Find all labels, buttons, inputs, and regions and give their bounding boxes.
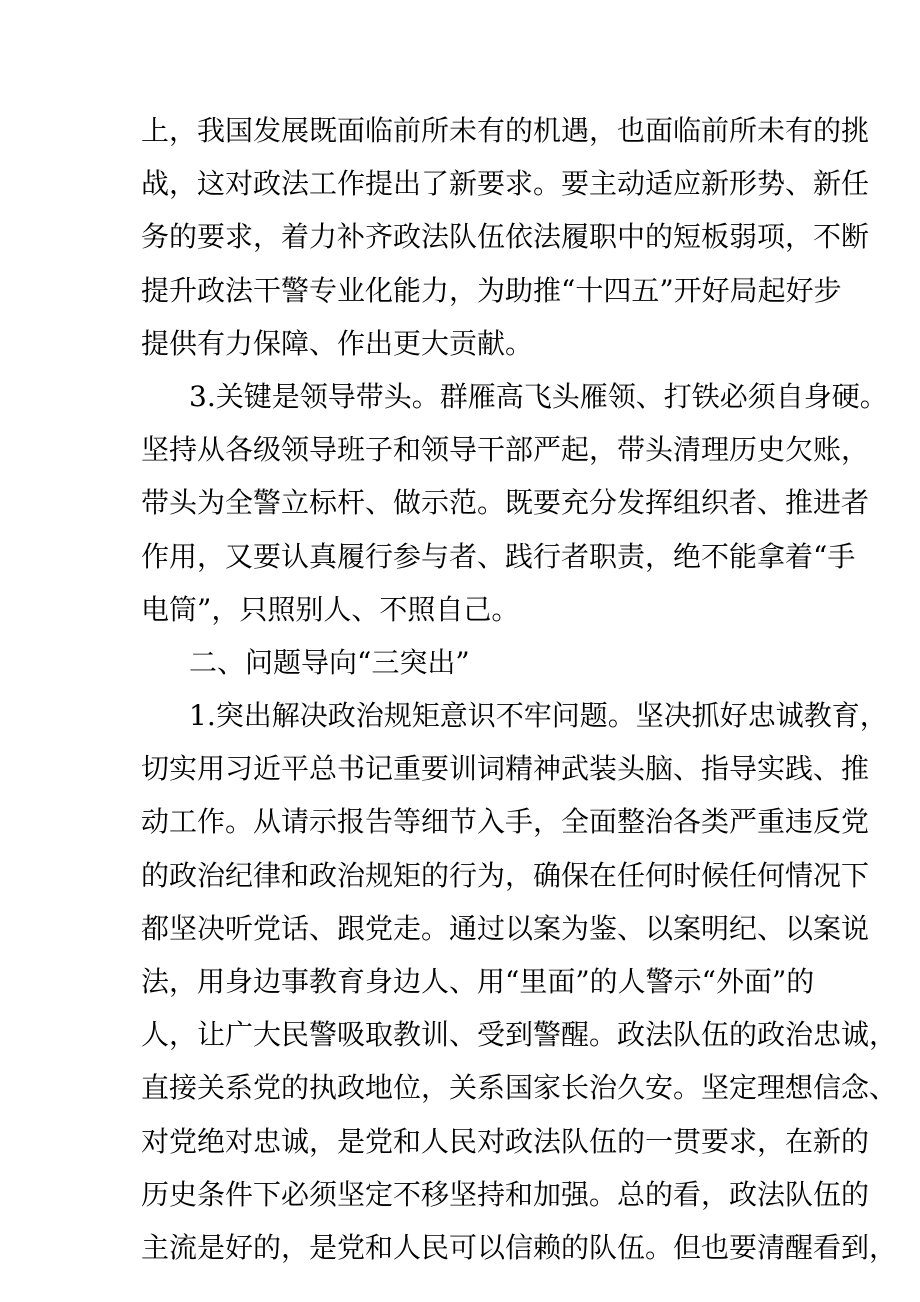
text-line: 电筒”，只照别人、不照自己。 [141,592,520,626]
text-line: 主流是好的，是党和人民可以信赖的队伍。但也要清醒看到， [141,1230,898,1264]
paragraph-leadership [141,370,888,636]
section-heading [141,636,801,689]
text-line: 3.关键是领导带头。群雁高飞头雁领、打铁必须自身硬。 [189,379,888,413]
text-line: 直接关系党的执政地位，关系国家长治久安。坚定理想信念、 [141,1071,898,1105]
text-line: 提供有力保障、作出更大贡献。 [141,326,534,360]
text-line: 对党绝对忠诚，是党和人民对政法队伍的一贯要求，在新的 [141,1124,870,1158]
text-line: 1.突出解决政治规矩意识不牢问题。坚决抓好忠诚教育， [189,699,888,733]
text-line: 动工作。从请示报告等细节入手，全面整治各类严重违反党 [141,805,870,839]
text-line: 坚持从各级领导班子和领导干部严起，带头清理历史欠账， [141,433,870,467]
text-line: 上，我国发展既面临前所未有的机遇，也面临前所未有的挑 [141,114,870,147]
text-line: 人，让广大民警吸取教训、受到警醒。政法队伍的政治忠诚， [141,1018,898,1052]
text-line: 务的要求，着力补齐政法队伍依法履职中的短板弱项，不断 [141,220,870,254]
text-line: 法，用身边事教育身边人、用“里面”的人警示“外面”的 [141,965,815,998]
document-body [141,104,898,1274]
text-line: 都坚决听党话、跟党走。通过以案为鉴、以案明纪、以案说 [141,911,870,945]
text-line: 历史条件下必须坚定不移坚持和加强。总的看，政法队伍的 [141,1177,870,1211]
text-line: 带头为全警立标杆、做示范。既要充分发挥组织者、推进者 [141,486,870,520]
text-line: 提升政法干警专业化能力，为助推“十四五”开好局起好步 [141,273,842,307]
section-heading-text: 二、问题导向“三突出” [189,645,470,679]
text-line: 战，这对政法工作提出了新要求。要主动适应新形势、新任 [141,167,870,201]
paragraph-continuation [141,104,870,370]
text-line: 作用，又要认真履行参与者、践行者职责，绝不能拿着“手 [141,539,856,573]
text-line: 的政治纪律和政治规矩的行为，确保在任何时候任何情况下 [141,858,870,892]
text-line: 切实用习近平总书记重要训词精神武装头脑、指导实践、推 [141,752,870,786]
paragraph-political-rules [141,689,898,1274]
